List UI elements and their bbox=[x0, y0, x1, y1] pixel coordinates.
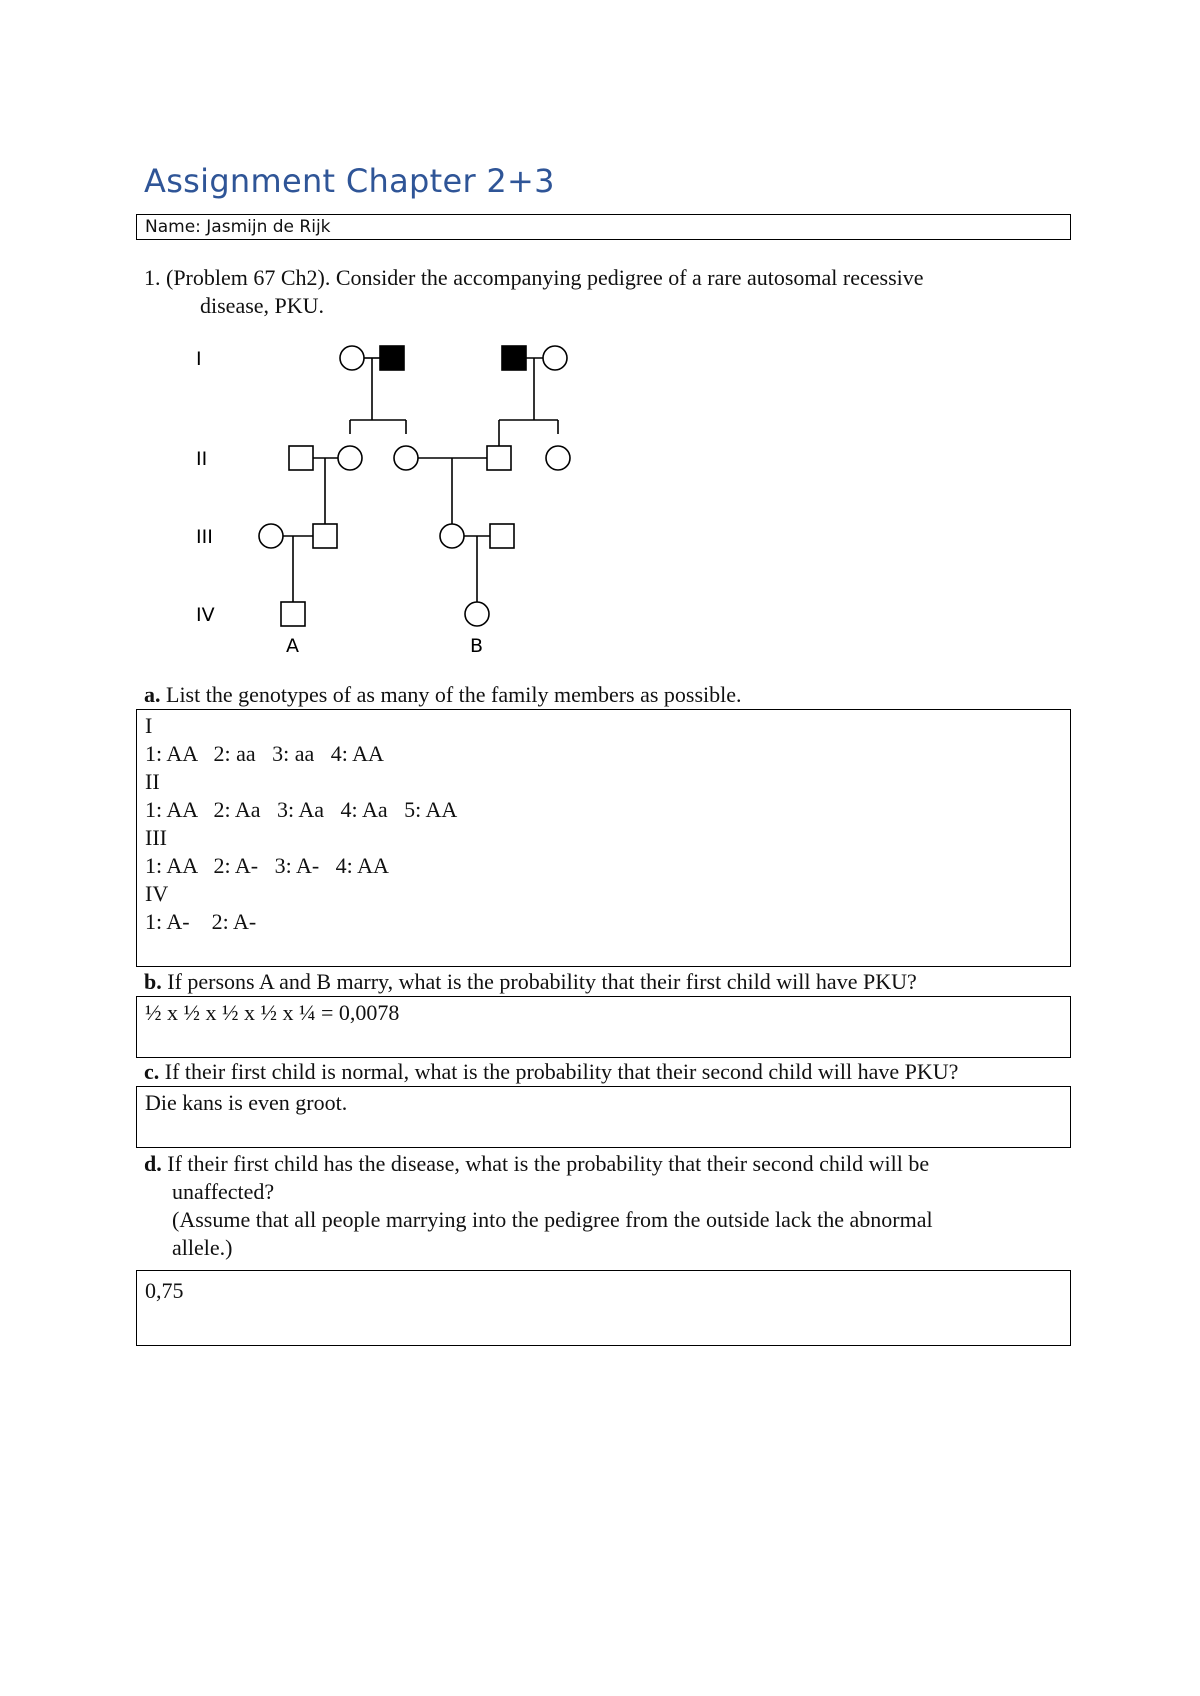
question-d-text-4: allele.) bbox=[172, 1235, 233, 1260]
individual-iii-4-male bbox=[490, 524, 514, 548]
question-a bbox=[144, 681, 1074, 709]
question-b-text: If persons A and B marry, what is the probability that their first child will have PKU? bbox=[167, 969, 917, 994]
answer-b-box[interactable] bbox=[136, 996, 1071, 1058]
answer-a-line: 1: AA 2: aa 3: aa 4: AA bbox=[145, 741, 384, 766]
answer-a-line: 1: AA 2: Aa 3: Aa 4: Aa 5: AA bbox=[145, 797, 458, 822]
individual-ii-5-female bbox=[546, 446, 570, 470]
pedigree-diagram bbox=[180, 330, 580, 660]
question-b-letter: b. bbox=[144, 969, 162, 994]
generation-label-iii: III bbox=[196, 526, 213, 548]
individual-i-1-female bbox=[340, 346, 364, 370]
question-b bbox=[144, 968, 1074, 996]
individual-iv-b-female bbox=[465, 602, 489, 626]
question-c-letter: c. bbox=[144, 1059, 160, 1084]
answer-b-text: ½ x ½ x ½ x ½ x ¼ = 0,0078 bbox=[145, 1000, 400, 1025]
question-a-letter: a. bbox=[144, 682, 161, 707]
generation-label-iv: IV bbox=[196, 604, 215, 626]
question-d-letter: d. bbox=[144, 1151, 162, 1176]
generation-label-i: I bbox=[196, 348, 202, 370]
answer-a-line: II bbox=[145, 769, 160, 794]
generation-label-ii: II bbox=[196, 448, 208, 470]
question-1-line-1: 1. (Problem 67 Ch2). Consider the accompanying pedigree of a rare autosomal recessive bbox=[144, 265, 924, 290]
question-d bbox=[144, 1150, 1074, 1262]
individual-iii-2-male bbox=[313, 524, 337, 548]
individual-iv-a-male bbox=[281, 602, 305, 626]
question-1-line-2: disease, PKU. bbox=[200, 293, 325, 318]
question-c bbox=[144, 1058, 1074, 1086]
question-d-text-1: If their first child has the disease, what is the probability that their second child will be bbox=[167, 1151, 930, 1176]
individual-i-3-male-affected bbox=[502, 346, 526, 370]
answer-d-box[interactable] bbox=[136, 1270, 1071, 1346]
answer-d-text: 0,75 bbox=[145, 1278, 184, 1303]
individual-ii-3-female bbox=[394, 446, 418, 470]
answer-a-line: 1: A- 2: A- bbox=[145, 909, 257, 934]
individual-ii-1-male bbox=[289, 446, 313, 470]
question-a-text: List the genotypes of as many of the family members as possible. bbox=[166, 682, 742, 707]
answer-a-line: IV bbox=[145, 881, 169, 906]
question-d-text-3: (Assume that all people marrying into the pedigree from the outside lack the abnormal bbox=[172, 1207, 933, 1232]
individual-ii-4-male bbox=[487, 446, 511, 470]
individual-i-4-female bbox=[543, 346, 567, 370]
answer-a-box[interactable] bbox=[136, 709, 1071, 967]
answer-a-line: III bbox=[145, 825, 167, 850]
question-d-text-2: unaffected? bbox=[172, 1179, 275, 1204]
question-c-text: If their first child is normal, what is the probability that their second child will have PKU? bbox=[164, 1059, 959, 1084]
answer-c-box[interactable] bbox=[136, 1086, 1071, 1148]
individual-i-2-male-affected bbox=[380, 346, 404, 370]
question-1 bbox=[144, 264, 1064, 320]
individual-iii-3-female bbox=[440, 524, 464, 548]
answer-c-text: Die kans is even groot. bbox=[145, 1090, 348, 1115]
individual-ii-2-female bbox=[338, 446, 362, 470]
name-field[interactable]: Name: Jasmijn de Rijk bbox=[136, 214, 1071, 240]
document-title: Assignment Chapter 2+3 bbox=[144, 162, 555, 200]
answer-a-line: 1: AA 2: A- 3: A- 4: AA bbox=[145, 853, 389, 878]
individual-iii-1-female bbox=[259, 524, 283, 548]
person-label-b: B bbox=[470, 635, 484, 657]
answer-a-line: I bbox=[145, 713, 153, 738]
person-label-a: A bbox=[286, 635, 299, 657]
